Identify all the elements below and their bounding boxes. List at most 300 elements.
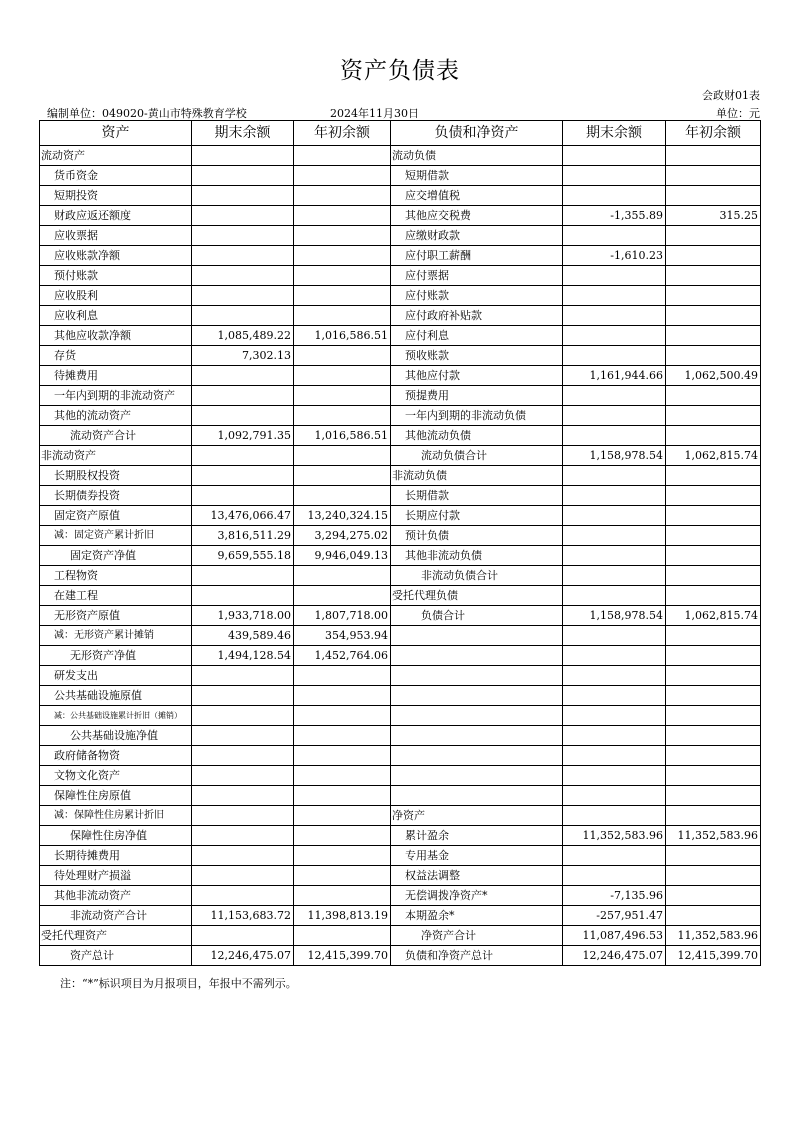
- asset-end-balance: [192, 466, 294, 486]
- asset-begin-balance: [294, 666, 391, 686]
- asset-end-balance: [192, 246, 294, 266]
- liability-label: [391, 786, 563, 806]
- asset-end-balance: [192, 686, 294, 706]
- asset-end-balance: [192, 286, 294, 306]
- asset-begin-balance: 3,294,275.02: [294, 526, 391, 546]
- asset-end-balance: [192, 406, 294, 426]
- liability-end-balance: 1,161,944.66: [563, 366, 666, 386]
- liability-end-balance: [563, 866, 666, 886]
- liability-begin-balance: [666, 546, 761, 566]
- asset-end-balance: 1,085,489.22: [192, 326, 294, 346]
- asset-end-balance: 1,494,128.54: [192, 646, 294, 666]
- table-row: [40, 926, 761, 946]
- liability-end-balance: [563, 266, 666, 286]
- liability-end-balance: [563, 766, 666, 786]
- asset-begin-balance: [294, 686, 391, 706]
- table-row: [40, 526, 761, 546]
- liability-begin-balance: [666, 846, 761, 866]
- asset-end-balance: [192, 226, 294, 246]
- liability-begin-balance: [666, 506, 761, 526]
- liability-end-balance: [563, 706, 666, 726]
- asset-label: 其他应收款净额: [40, 326, 192, 346]
- liability-label: 预提费用: [391, 386, 563, 406]
- asset-begin-balance: [294, 146, 391, 166]
- report-date: 2024年11月30日: [330, 107, 419, 120]
- liability-end-balance: [563, 646, 666, 666]
- table-row: [40, 166, 761, 186]
- asset-label: 受托代理资产: [40, 926, 192, 946]
- asset-label: 长期股权投资: [40, 466, 192, 486]
- asset-begin-balance: [294, 386, 391, 406]
- liability-label: 长期应付款: [391, 506, 563, 526]
- asset-label: 货币资金: [40, 166, 192, 186]
- liability-label: 无偿调拨净资产*: [391, 886, 563, 906]
- header-assets-end: 期末余额: [192, 121, 294, 146]
- liability-begin-balance: [666, 746, 761, 766]
- asset-label: 待处理财产损溢: [40, 866, 192, 886]
- table-row: [40, 346, 761, 366]
- liability-end-balance: [563, 486, 666, 506]
- liability-label: 非流动负债: [391, 466, 563, 486]
- asset-begin-balance: 354,953.94: [294, 626, 391, 646]
- asset-end-balance: [192, 926, 294, 946]
- liability-begin-balance: [666, 346, 761, 366]
- asset-end-balance: [192, 706, 294, 726]
- liability-end-balance: [563, 526, 666, 546]
- asset-label: 待摊费用: [40, 366, 192, 386]
- asset-end-balance: [192, 446, 294, 466]
- liability-end-balance: [563, 306, 666, 326]
- asset-begin-balance: [294, 746, 391, 766]
- asset-end-balance: [192, 486, 294, 506]
- liability-end-balance: -257,951.47: [563, 906, 666, 926]
- liability-end-balance: [563, 286, 666, 306]
- table-row: [40, 246, 761, 266]
- asset-label: 财政应返还额度: [40, 206, 192, 226]
- header-assets-begin: 年初余额: [294, 121, 391, 146]
- liability-end-balance: [563, 586, 666, 606]
- liability-end-balance: [563, 846, 666, 866]
- asset-label: 减：公共基础设施累计折旧（摊销）: [40, 706, 192, 726]
- liability-begin-balance: [666, 466, 761, 486]
- table-row: [40, 826, 761, 846]
- header-liabilities-end: 期末余额: [563, 121, 666, 146]
- liability-begin-balance: [666, 286, 761, 306]
- table-row: [40, 866, 761, 886]
- liability-label: 负债和净资产总计: [391, 946, 563, 966]
- asset-label: 公共基础设施净值: [40, 726, 192, 746]
- asset-begin-balance: [294, 186, 391, 206]
- liability-label: [391, 726, 563, 746]
- liability-begin-balance: [666, 806, 761, 826]
- liability-end-balance: [563, 746, 666, 766]
- asset-label: 在建工程: [40, 586, 192, 606]
- header-row: [40, 121, 761, 146]
- liability-label: 其他应付款: [391, 366, 563, 386]
- liability-end-balance: [563, 146, 666, 166]
- table-row: [40, 626, 761, 646]
- liability-end-balance: 1,158,978.54: [563, 606, 666, 626]
- asset-label: 长期债券投资: [40, 486, 192, 506]
- table-row: [40, 506, 761, 526]
- liability-end-balance: 11,352,583.96: [563, 826, 666, 846]
- table-row: [40, 186, 761, 206]
- liability-label: 负债合计: [391, 606, 563, 626]
- asset-label: 无形资产净值: [40, 646, 192, 666]
- liability-label: 流动负债合计: [391, 446, 563, 466]
- liability-label: [391, 746, 563, 766]
- asset-end-balance: [192, 826, 294, 846]
- liability-begin-balance: [666, 386, 761, 406]
- asset-label: 保障性住房净值: [40, 826, 192, 846]
- asset-label: 保障性住房原值: [40, 786, 192, 806]
- liability-begin-balance: [666, 166, 761, 186]
- liability-label: [391, 686, 563, 706]
- asset-label: 非流动资产: [40, 446, 192, 466]
- liability-label: 其他应交税费: [391, 206, 563, 226]
- liability-end-balance: [563, 166, 666, 186]
- asset-end-balance: 439,589.46: [192, 626, 294, 646]
- asset-end-balance: 11,153,683.72: [192, 906, 294, 926]
- header-liabilities: 负债和净资产: [391, 121, 563, 146]
- liability-end-balance: [563, 806, 666, 826]
- liability-begin-balance: [666, 246, 761, 266]
- liability-begin-balance: [666, 686, 761, 706]
- asset-label: 资产总计: [40, 946, 192, 966]
- liability-begin-balance: [666, 566, 761, 586]
- liability-label: 预收账款: [391, 346, 563, 366]
- asset-end-balance: [192, 206, 294, 226]
- table-row: [40, 886, 761, 906]
- asset-label: 其他非流动资产: [40, 886, 192, 906]
- asset-begin-balance: [294, 566, 391, 586]
- liability-label: 预计负债: [391, 526, 563, 546]
- liability-label: 流动负债: [391, 146, 563, 166]
- liability-label: 应付票据: [391, 266, 563, 286]
- asset-begin-balance: 11,398,813.19: [294, 906, 391, 926]
- table-row: [40, 726, 761, 746]
- asset-begin-balance: [294, 926, 391, 946]
- asset-end-balance: 13,476,066.47: [192, 506, 294, 526]
- liability-end-balance: [563, 426, 666, 446]
- liability-label: 累计盈余: [391, 826, 563, 846]
- asset-end-balance: [192, 146, 294, 166]
- asset-label: 一年内到期的非流动资产: [40, 386, 192, 406]
- asset-end-balance: [192, 806, 294, 826]
- liability-end-balance: [563, 226, 666, 246]
- asset-label: 政府储备物资: [40, 746, 192, 766]
- liability-begin-balance: [666, 226, 761, 246]
- asset-begin-balance: 9,946,049.13: [294, 546, 391, 566]
- liability-end-balance: -7,135.96: [563, 886, 666, 906]
- asset-label: 流动资产: [40, 146, 192, 166]
- liability-label: [391, 666, 563, 686]
- liability-label: 受托代理负债: [391, 586, 563, 606]
- liability-begin-balance: 1,062,500.49: [666, 366, 761, 386]
- liability-label: 应缴财政款: [391, 226, 563, 246]
- currency-unit: 单位：元: [716, 107, 760, 120]
- asset-label: 应收账款净额: [40, 246, 192, 266]
- table-row: [40, 666, 761, 686]
- liability-end-balance: [563, 566, 666, 586]
- asset-begin-balance: [294, 706, 391, 726]
- asset-label: 文物文化资产: [40, 766, 192, 786]
- asset-end-balance: [192, 366, 294, 386]
- header-assets: 资产: [40, 121, 192, 146]
- asset-end-balance: [192, 186, 294, 206]
- asset-begin-balance: [294, 246, 391, 266]
- liability-end-balance: [563, 786, 666, 806]
- liability-label: [391, 646, 563, 666]
- liability-label: 应付政府补贴款: [391, 306, 563, 326]
- reporting-unit: 编制单位：049020-黄山市特殊教育学校: [47, 107, 247, 120]
- table-row: [40, 566, 761, 586]
- table-row: [40, 306, 761, 326]
- liability-begin-balance: [666, 426, 761, 446]
- liability-begin-balance: 1,062,815.74: [666, 446, 761, 466]
- asset-label: 固定资产净值: [40, 546, 192, 566]
- liability-label: 一年内到期的非流动负债: [391, 406, 563, 426]
- table-row: [40, 786, 761, 806]
- asset-end-balance: [192, 866, 294, 886]
- liability-end-balance: [563, 626, 666, 646]
- table-row: [40, 466, 761, 486]
- asset-end-balance: 3,816,511.29: [192, 526, 294, 546]
- asset-label: 非流动资产合计: [40, 906, 192, 926]
- liability-end-balance: -1,355.89: [563, 206, 666, 226]
- asset-begin-balance: [294, 166, 391, 186]
- footnote: 注：“*”标识项目为月报项目，年报中不需列示。: [60, 977, 297, 990]
- asset-begin-balance: [294, 286, 391, 306]
- table-row: [40, 546, 761, 566]
- asset-end-balance: 1,092,791.35: [192, 426, 294, 446]
- liability-label: 应付利息: [391, 326, 563, 346]
- asset-end-balance: [192, 766, 294, 786]
- table-row: [40, 746, 761, 766]
- table-row: [40, 606, 761, 626]
- liability-label: 专用基金: [391, 846, 563, 866]
- asset-begin-balance: [294, 406, 391, 426]
- asset-label: 存货: [40, 346, 192, 366]
- asset-end-balance: [192, 386, 294, 406]
- liability-label: [391, 706, 563, 726]
- table-row: [40, 766, 761, 786]
- asset-label: 流动资产合计: [40, 426, 192, 446]
- table-row: [40, 426, 761, 446]
- asset-end-balance: 1,933,718.00: [192, 606, 294, 626]
- asset-label: 长期待摊费用: [40, 846, 192, 866]
- liability-label: 权益法调整: [391, 866, 563, 886]
- liability-end-balance: [563, 326, 666, 346]
- liability-begin-balance: [666, 726, 761, 746]
- asset-label: 工程物资: [40, 566, 192, 586]
- asset-begin-balance: [294, 786, 391, 806]
- liability-label: 本期盈余*: [391, 906, 563, 926]
- liability-label: 非流动负债合计: [391, 566, 563, 586]
- asset-begin-balance: [294, 726, 391, 746]
- liability-begin-balance: 11,352,583.96: [666, 826, 761, 846]
- asset-begin-balance: [294, 806, 391, 826]
- liability-begin-balance: 11,352,583.96: [666, 926, 761, 946]
- table-row: [40, 266, 761, 286]
- asset-begin-balance: [294, 846, 391, 866]
- table-row: [40, 446, 761, 466]
- asset-end-balance: 9,659,555.18: [192, 546, 294, 566]
- asset-label: 减：固定资产累计折旧: [40, 526, 192, 546]
- liability-end-balance: [563, 726, 666, 746]
- liability-end-balance: [563, 186, 666, 206]
- table-row: [40, 206, 761, 226]
- asset-begin-balance: [294, 226, 391, 246]
- asset-end-balance: [192, 266, 294, 286]
- asset-label: 研发支出: [40, 666, 192, 686]
- report-title: 资产负债表: [340, 58, 460, 84]
- liability-end-balance: [563, 686, 666, 706]
- liability-begin-balance: [666, 406, 761, 426]
- liability-label: 长期借款: [391, 486, 563, 506]
- liability-end-balance: -1,610.23: [563, 246, 666, 266]
- liability-label: 应付职工薪酬: [391, 246, 563, 266]
- asset-begin-balance: 1,807,718.00: [294, 606, 391, 626]
- table-row: [40, 486, 761, 506]
- table-row: [40, 146, 761, 166]
- table-row: [40, 226, 761, 246]
- asset-label: 应收股利: [40, 286, 192, 306]
- liability-begin-balance: [666, 326, 761, 346]
- asset-begin-balance: [294, 486, 391, 506]
- liability-begin-balance: [666, 786, 761, 806]
- asset-end-balance: [192, 586, 294, 606]
- liability-begin-balance: [666, 266, 761, 286]
- liability-begin-balance: [666, 666, 761, 686]
- liability-begin-balance: [666, 866, 761, 886]
- asset-label: 无形资产原值: [40, 606, 192, 626]
- liability-begin-balance: 315.25: [666, 206, 761, 226]
- liability-begin-balance: [666, 526, 761, 546]
- asset-label: 减：无形资产累计摊销: [40, 626, 192, 646]
- asset-label: 应收利息: [40, 306, 192, 326]
- liability-end-balance: [563, 546, 666, 566]
- asset-begin-balance: [294, 886, 391, 906]
- liability-label: 应付账款: [391, 286, 563, 306]
- liability-begin-balance: [666, 586, 761, 606]
- asset-begin-balance: [294, 586, 391, 606]
- asset-begin-balance: 1,452,764.06: [294, 646, 391, 666]
- liability-end-balance: 1,158,978.54: [563, 446, 666, 466]
- liability-begin-balance: [666, 646, 761, 666]
- asset-label: 短期投资: [40, 186, 192, 206]
- asset-begin-balance: [294, 826, 391, 846]
- table-row: [40, 806, 761, 826]
- table-row: [40, 386, 761, 406]
- table-row: [40, 706, 761, 726]
- asset-begin-balance: 1,016,586.51: [294, 326, 391, 346]
- asset-begin-balance: [294, 266, 391, 286]
- liability-label: 净资产: [391, 806, 563, 826]
- liability-begin-balance: 1,062,815.74: [666, 606, 761, 626]
- asset-end-balance: [192, 786, 294, 806]
- asset-begin-balance: 12,415,399.70: [294, 946, 391, 966]
- asset-begin-balance: [294, 466, 391, 486]
- form-number: 会政财01表: [702, 89, 760, 102]
- asset-end-balance: 7,302.13: [192, 346, 294, 366]
- liability-begin-balance: [666, 706, 761, 726]
- header-liabilities-begin: 年初余额: [666, 121, 761, 146]
- asset-end-balance: [192, 666, 294, 686]
- asset-label: 公共基础设施原值: [40, 686, 192, 706]
- liability-begin-balance: [666, 486, 761, 506]
- liability-label: [391, 766, 563, 786]
- liability-label: 其他非流动负债: [391, 546, 563, 566]
- liability-begin-balance: [666, 766, 761, 786]
- table-row: [40, 326, 761, 346]
- table-row: [40, 846, 761, 866]
- asset-label: 减：保障性住房累计折旧: [40, 806, 192, 826]
- balance-sheet-table: [39, 120, 761, 966]
- asset-label: 应收票据: [40, 226, 192, 246]
- liability-label: 短期借款: [391, 166, 563, 186]
- liability-begin-balance: [666, 306, 761, 326]
- table-row: [40, 686, 761, 706]
- table-row: [40, 946, 761, 966]
- liability-begin-balance: [666, 186, 761, 206]
- liability-end-balance: [563, 466, 666, 486]
- liability-end-balance: [563, 346, 666, 366]
- liability-label: 其他流动负债: [391, 426, 563, 446]
- asset-end-balance: [192, 846, 294, 866]
- asset-begin-balance: [294, 306, 391, 326]
- liability-end-balance: 11,087,496.53: [563, 926, 666, 946]
- asset-end-balance: 12,246,475.07: [192, 946, 294, 966]
- liability-begin-balance: [666, 906, 761, 926]
- asset-begin-balance: [294, 866, 391, 886]
- table-row: [40, 286, 761, 306]
- table-row: [40, 646, 761, 666]
- asset-begin-balance: [294, 766, 391, 786]
- liability-end-balance: [563, 506, 666, 526]
- liability-begin-balance: [666, 146, 761, 166]
- asset-end-balance: [192, 566, 294, 586]
- liability-begin-balance: 12,415,399.70: [666, 946, 761, 966]
- asset-label: 预付账款: [40, 266, 192, 286]
- liability-label: [391, 626, 563, 646]
- asset-begin-balance: [294, 366, 391, 386]
- table-row: [40, 586, 761, 606]
- liability-end-balance: [563, 386, 666, 406]
- liability-end-balance: [563, 666, 666, 686]
- asset-begin-balance: [294, 346, 391, 366]
- asset-end-balance: [192, 306, 294, 326]
- asset-begin-balance: 13,240,324.15: [294, 506, 391, 526]
- liability-label: 净资产合计: [391, 926, 563, 946]
- asset-end-balance: [192, 886, 294, 906]
- asset-end-balance: [192, 166, 294, 186]
- asset-begin-balance: [294, 206, 391, 226]
- asset-label: 其他的流动资产: [40, 406, 192, 426]
- table-row: [40, 406, 761, 426]
- liability-begin-balance: [666, 886, 761, 906]
- table-row: [40, 366, 761, 386]
- liability-begin-balance: [666, 626, 761, 646]
- asset-begin-balance: [294, 446, 391, 466]
- asset-end-balance: [192, 746, 294, 766]
- asset-end-balance: [192, 726, 294, 746]
- liability-end-balance: 12,246,475.07: [563, 946, 666, 966]
- asset-label: 固定资产原值: [40, 506, 192, 526]
- liability-end-balance: [563, 406, 666, 426]
- asset-begin-balance: 1,016,586.51: [294, 426, 391, 446]
- table-row: [40, 906, 761, 926]
